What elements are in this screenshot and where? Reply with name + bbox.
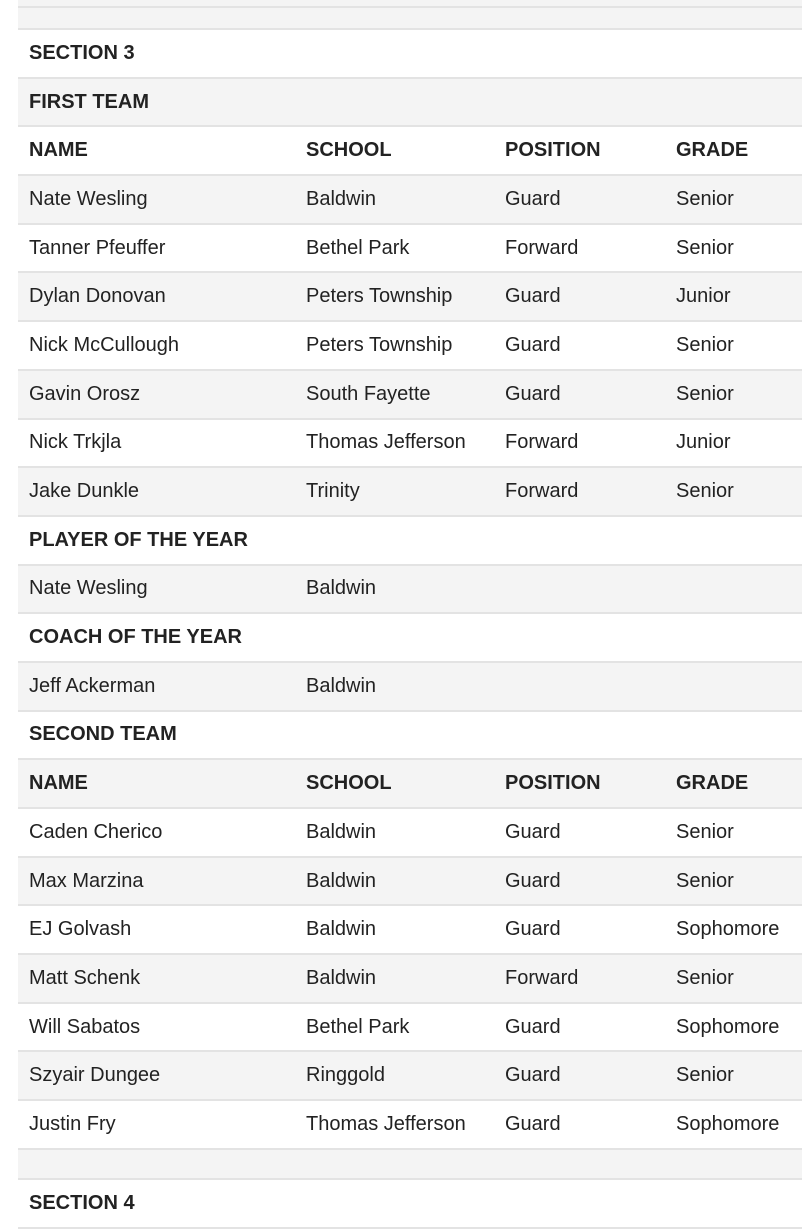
- player-grade: Senior: [676, 820, 734, 843]
- table-row: [18, 225, 802, 274]
- table-row: [18, 322, 802, 371]
- column-header-name: NAME: [29, 139, 88, 162]
- player-school: South Fayette: [306, 382, 431, 405]
- player-of-year-heading: PLAYER OF THE YEAR: [29, 528, 248, 551]
- player-name: Nick McCullough: [29, 333, 180, 356]
- award-heading-row: [18, 517, 802, 566]
- column-header-name: NAME: [29, 772, 88, 795]
- player-position: Forward: [505, 236, 579, 259]
- player-name: Caden Cherico: [29, 820, 163, 843]
- second-team-heading: SECOND TEAM: [29, 723, 177, 746]
- player-grade: Senior: [676, 236, 734, 259]
- player-grade: Sophomore: [676, 918, 780, 941]
- table-row: [18, 1101, 802, 1150]
- all-section-table: [18, 0, 802, 1229]
- player-school: Thomas Jefferson: [306, 431, 466, 454]
- table-row: [18, 663, 802, 712]
- player-school: Trinity: [306, 480, 360, 503]
- table-row: [18, 955, 802, 1004]
- player-school: Bethel Park: [306, 1015, 410, 1038]
- table-row: [18, 1052, 802, 1101]
- player-position: Forward: [505, 480, 579, 503]
- player-position: Guard: [505, 382, 561, 405]
- player-position: Forward: [505, 431, 579, 454]
- table-spacer-row: [18, 1150, 802, 1180]
- column-header-grade: GRADE: [676, 772, 749, 795]
- player-grade: Junior: [676, 285, 731, 308]
- section-heading-row: [18, 30, 802, 79]
- player-position: Guard: [505, 285, 561, 308]
- player-school: Peters Township: [306, 285, 453, 308]
- player-position: Guard: [505, 820, 561, 843]
- player-name: Nate Wesling: [29, 187, 148, 210]
- player-name: Szyair Dungee: [29, 1064, 161, 1087]
- award-heading-row: [18, 614, 802, 663]
- player-position: Guard: [505, 918, 561, 941]
- player-grade: Senior: [676, 333, 734, 356]
- player-school: Baldwin: [306, 918, 377, 941]
- player-school: Baldwin: [306, 820, 377, 843]
- column-header-position: POSITION: [505, 139, 601, 162]
- table-row: [18, 273, 802, 322]
- section-heading-row: [18, 1180, 802, 1229]
- coach-of-year-school: Baldwin: [306, 674, 377, 697]
- player-name: Nick Trkjla: [29, 431, 122, 454]
- player-position: Forward: [505, 966, 579, 989]
- table-spacer-row: [18, 0, 802, 30]
- team-heading-row: [18, 79, 802, 128]
- player-position: Guard: [505, 1015, 561, 1038]
- table-header-row: [18, 127, 802, 176]
- player-position: Guard: [505, 1112, 561, 1135]
- player-grade: Senior: [676, 480, 734, 503]
- table-row: [18, 566, 802, 615]
- player-position: Guard: [505, 333, 561, 356]
- player-name: Will Sabatos: [29, 1015, 141, 1038]
- player-of-year-school: Baldwin: [306, 577, 377, 600]
- section-heading: SECTION 3: [29, 41, 135, 64]
- table-row: [18, 420, 802, 469]
- player-school: Baldwin: [306, 869, 377, 892]
- table-row: [18, 809, 802, 858]
- section-heading: SECTION 4: [29, 1191, 135, 1214]
- table-row: [18, 1004, 802, 1053]
- player-grade: Junior: [676, 431, 731, 454]
- table-header-row: [18, 760, 802, 809]
- coach-of-year-name: Jeff Ackerman: [29, 674, 156, 697]
- player-school: Ringgold: [306, 1064, 385, 1087]
- player-name: Matt Schenk: [29, 966, 141, 989]
- table-row: [18, 371, 802, 420]
- player-grade: Senior: [676, 869, 734, 892]
- player-name: Dylan Donovan: [29, 285, 166, 308]
- table-row: [18, 906, 802, 955]
- player-school: Baldwin: [306, 187, 377, 210]
- player-name: Tanner Pfeuffer: [29, 236, 166, 259]
- player-grade: Sophomore: [676, 1015, 780, 1038]
- player-grade: Senior: [676, 1064, 734, 1087]
- first-team-heading: FIRST TEAM: [29, 90, 149, 113]
- table-row: [18, 176, 802, 225]
- table-row: [18, 858, 802, 907]
- player-name: Max Marzina: [29, 869, 144, 892]
- team-heading-row: [18, 712, 802, 761]
- column-header-position: POSITION: [505, 772, 601, 795]
- player-grade: Senior: [676, 382, 734, 405]
- player-position: Guard: [505, 187, 561, 210]
- player-position: Guard: [505, 869, 561, 892]
- player-grade: Senior: [676, 966, 734, 989]
- player-school: Bethel Park: [306, 236, 410, 259]
- coach-of-year-heading: COACH OF THE YEAR: [29, 626, 242, 649]
- player-name: Justin Fry: [29, 1112, 116, 1135]
- player-school: Baldwin: [306, 966, 377, 989]
- player-of-year-name: Nate Wesling: [29, 577, 148, 600]
- column-header-school: SCHOOL: [306, 139, 392, 162]
- player-name: Gavin Orosz: [29, 382, 141, 405]
- player-school: Peters Township: [306, 333, 453, 356]
- player-school: Thomas Jefferson: [306, 1112, 466, 1135]
- player-grade: Senior: [676, 187, 734, 210]
- table-row: [18, 468, 802, 517]
- column-header-grade: GRADE: [676, 139, 749, 162]
- player-position: Guard: [505, 1064, 561, 1087]
- player-grade: Sophomore: [676, 1112, 780, 1135]
- column-header-school: SCHOOL: [306, 772, 392, 795]
- player-name: EJ Golvash: [29, 918, 132, 941]
- player-name: Jake Dunkle: [29, 480, 140, 503]
